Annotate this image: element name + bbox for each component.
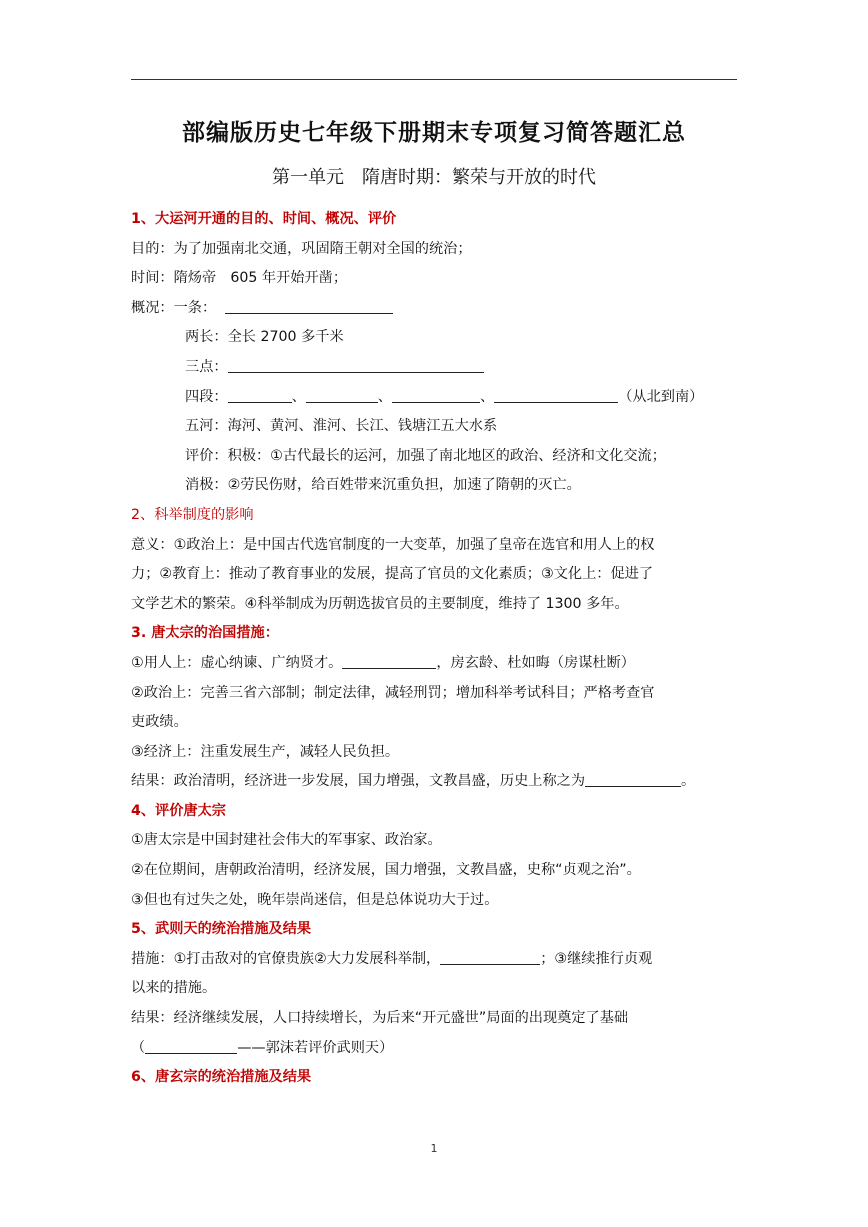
s3-line-3: 吏政绩。 [131, 714, 188, 731]
s1-three-points-label: 三点： [185, 358, 228, 375]
s1-four-sections [131, 383, 739, 413]
s5-line-4b: ——郭沫若评价武则天） [237, 1039, 394, 1056]
s1-three-points [131, 353, 739, 383]
section-6-heading: 6、唐玄宗的统治措施及结果 [131, 1069, 312, 1086]
fill-blank[interactable] [440, 951, 540, 965]
s1-two-long: 两长：全长 2700 多千米 [185, 329, 344, 346]
s1-overview [131, 294, 739, 324]
section-1-heading: 1、大运河开通的目的、时间、概况、评价 [131, 211, 397, 227]
separator: 、 [479, 388, 495, 405]
header-rule [131, 79, 737, 80]
section-2-heading: 2、科举制度的影响 [131, 506, 254, 523]
fill-blank[interactable] [145, 1040, 237, 1054]
page-number: 1 [430, 1142, 438, 1155]
s1-time: 时间：隋炀帝 605 年开始开凿； [131, 270, 348, 287]
s3-line-5b: 。 [681, 773, 696, 790]
s5-line-1 [131, 945, 739, 975]
s2-line-1: 意义：①政治上：是中国古代选官制度的一大变革，加强了皇帝在选官和用人上的权 [131, 536, 655, 553]
s3-line-1a: ①用人上：虚心纳谏、广纳贤才。 [131, 654, 343, 671]
s2-line-3: 文学艺术的繁荣。④科举制成为历朝选拔官员的主要制度，维持了 1300 多年。 [131, 595, 629, 612]
s2-line-2: 力；②教育上：推动了教育事业的发展，提高了官员的文化素质；③文化上：促进了 [131, 566, 654, 583]
s5-line-2: 以来的措施。 [131, 980, 217, 997]
separator: 、 [291, 388, 306, 405]
fill-blank[interactable] [392, 389, 480, 403]
s5-line-4 [131, 1034, 739, 1064]
fill-blank[interactable] [342, 655, 436, 669]
s5-line-4a: （ [131, 1039, 146, 1056]
s1-eval-negative: 消极：②劳民伤财，给百姓带来沉重负担，加速了隋朝的灭亡。 [185, 477, 581, 494]
s1-purpose: 目的：为了加强南北交通，巩固隋王朝对全国的统治； [131, 240, 472, 257]
fill-blank[interactable] [306, 389, 378, 403]
s3-line-1b: ，房玄龄、杜如晦（房谋杜断） [436, 654, 635, 671]
direction-note: （从北到南） [618, 388, 704, 405]
s5-line-1b: ；③继续推行贞观 [540, 950, 653, 967]
fill-blank[interactable] [494, 389, 618, 403]
separator: 、 [377, 388, 392, 405]
s3-line-4: ③经济上：注重发展生产，减轻人民负担。 [131, 743, 400, 760]
unit-subtitle: 第一单元 隋唐时期：繁荣与开放的时代 [272, 167, 596, 188]
fill-blank[interactable] [225, 300, 393, 314]
s4-line-2: ②在位期间，唐朝政治清明，经济发展，国力增强，文教昌盛，史称“贞观之治”。 [131, 862, 641, 879]
s5-line-1a: 措施：①打击敌对的官僚贵族②大力发展科举制， [131, 950, 441, 967]
s1-overview-label: 概况：一条： [131, 299, 217, 316]
s3-line-5 [131, 767, 739, 797]
s1-eval-positive: 评价：积极：①古代最长的运河，加强了南北地区的政治、经济和文化交流； [185, 447, 666, 464]
s4-line-3: ③但也有过失之处，晚年崇尚迷信，但是总体说功大于过。 [131, 891, 499, 908]
fill-blank[interactable] [585, 773, 681, 787]
s1-five-rivers: 五河：海河、黄河、淮河、长江、钱塘江五大水系 [185, 418, 498, 435]
s5-line-3: 结果：经济继续发展，人口持续增长，为后来“开元盛世”局面的出现奠定了基础 [131, 1010, 629, 1027]
section-5-heading: 5、武则天的统治措施及结果 [131, 921, 312, 938]
section-4-heading: 4、评价唐太宗 [131, 802, 226, 819]
s1-four-sections-label: 四段： [185, 388, 228, 405]
s3-line-2: ②政治上：完善三省六部制；制定法律，减轻刑罚；增加科举考试科目；严格考查官 [131, 684, 655, 701]
s3-line-5a: 结果：政治清明，经济进一步发展，国力增强，文教昌盛，历史上称之为 [131, 773, 586, 790]
fill-blank[interactable] [228, 389, 292, 403]
document-body [131, 205, 739, 1093]
s4-line-1: ①唐太宗是中国封建社会伟大的军事家、政治家。 [131, 832, 442, 849]
section-3-heading: 3. 唐太宗的治国措施： [131, 625, 279, 642]
s3-line-1 [131, 649, 739, 679]
page-title: 部编版历史七年级下册期末专项复习简答题汇总 [182, 120, 686, 146]
fill-blank[interactable] [228, 359, 484, 373]
